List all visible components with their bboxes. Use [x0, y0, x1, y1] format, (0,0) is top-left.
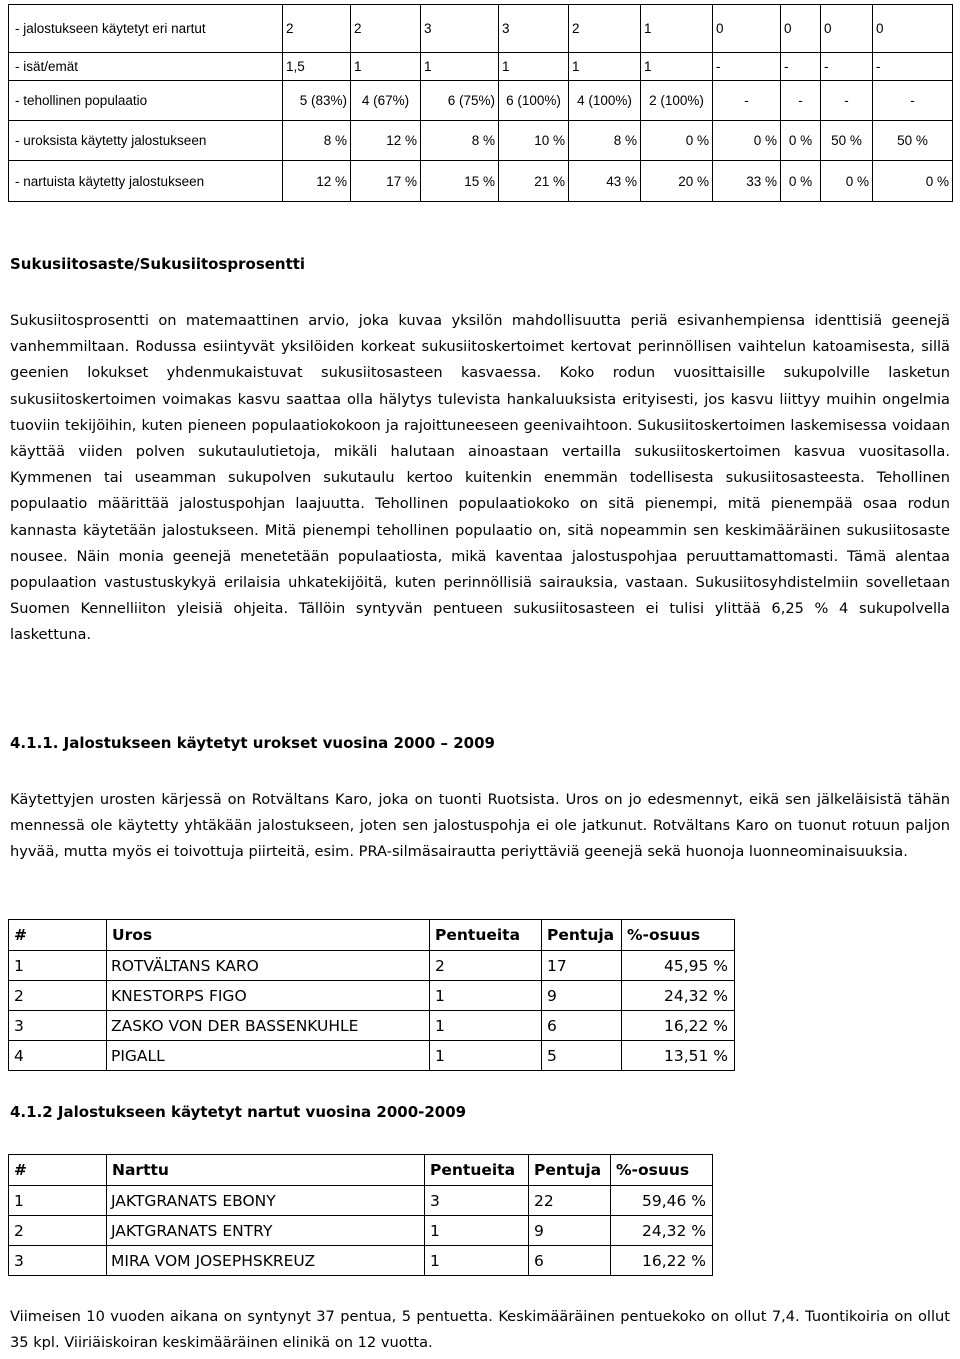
table-cell: 59,46 % [611, 1186, 713, 1216]
table-cell: ZASKO VON DER BASSENKUHLE [107, 1011, 430, 1041]
table-cell: 5 (83%) [283, 81, 351, 121]
table-cell: 13,51 % [622, 1041, 735, 1071]
table-cell: 0 % [641, 121, 713, 161]
row-label: - tehollinen populaatio [9, 81, 283, 121]
table-cell: 17 % [351, 161, 421, 202]
table-cell: 0 % [821, 161, 873, 202]
table-cell: 22 [529, 1186, 611, 1216]
table-cell: 0 [873, 5, 953, 53]
table-cell: 0 [821, 5, 873, 53]
table-cell: 12 % [283, 161, 351, 202]
table-cell: 2 (100%) [641, 81, 713, 121]
table-cell: 3 [9, 1246, 107, 1276]
table-cell: 1 [9, 1186, 107, 1216]
column-header: Pentueita [425, 1155, 529, 1186]
section-heading-females: 4.1.2 Jalostukseen käytetyt nartut vuosina 2000-2009 [10, 1103, 467, 1121]
row-label: - nartuista käytetty jalostukseen [9, 161, 283, 202]
table-cell: 16,22 % [622, 1011, 735, 1041]
table-row [9, 121, 953, 161]
table-cell: 9 [542, 981, 622, 1011]
table-cell: - [781, 81, 821, 121]
table-cell: 2 [9, 981, 107, 1011]
column-header: # [9, 1155, 107, 1186]
table-cell: - [821, 81, 873, 121]
table-row [9, 951, 735, 981]
table-row [9, 81, 953, 121]
table-cell: ROTVÄLTANS KARO [107, 951, 430, 981]
table-cell: 4 [9, 1041, 107, 1071]
table-cell: 0 % [781, 121, 821, 161]
table-row [9, 5, 953, 53]
table-row [9, 53, 953, 81]
table-cell: 1 [430, 981, 542, 1011]
inbreeding-paragraph: Sukusiitosprosentti on matemaattinen arvio, joka kuvaa yksilön mahdollisuutta periä esivanhempiensa identtisiä geenejä vanhemmiltaan. Rodussa esiintyvät yksilöiden korkeat sukusiitoskertoimet kertovat perinnöllisen vaihtelun katoamisesta, sillä geenien lokukset yhdenmukaistuvat sukusiitosasteen kasvaessa. Koko rodun vuosittaisille sukupolville lasketun sukusiitoskertoimen voimakas kasvu saattaa olla hälytys tulevista hankaluuksista erityisesti, jos kasvu liittyy muihin ongelmia tuoviin tekijöihin, kuten pieneen populaatiokokoon ja rajoittuneeseen geenivaihtoon. Sukusiitoskertoimen laskemisessa voidaan käyttää viiden polven sukutaulutietoja, mikäli halutaan ainoastaan vertailla sukusiitoskertoimen kasvua vuositasolla. Kymmenen tai useamman sukupolven sukutaulu kertoo kuitenkin enemmän todellisesta sukusiitosasteesta. Tehollinen populaatio määrittää jalostuspohjan laajuutta. Tehollinen populaatiokoko on sitä pienempi, mitä pienempää osaa rodun kannasta käytetään jalostukseen. Mitä pienempi tehollinen populaatio on, sitä nopeammin sen keskimääräinen sukusiitosaste nousee. Näin monia geenejä menetetään populaatiosta, mikä kaventaa jalostuspohjaa peruuttamattomasti. Tämä alentaa populaation vastustuskykyä erilaisia uhkatekijöitä, kuten perinnöllisiä sairauksia, vastaan. Sukusiitosyhdistelmiin sovelletaan Suomen Kennelliiton yleisiä ohjeita. Tällöin syntyvän pentueen sukusiitosasteen ei tulisi ylittää 6,25 % 4 sukupolvella laskettuna. [10, 312, 950, 644]
row-label: - jalostukseen käytetyt eri nartut [9, 5, 283, 53]
table-row [9, 1216, 713, 1246]
row-label: - isät/emät [9, 53, 283, 81]
table-cell: 5 [542, 1041, 622, 1071]
table-cell: 20 % [641, 161, 713, 202]
table-header-row [9, 1155, 713, 1186]
table-cell: 9 [529, 1216, 611, 1246]
table-cell: 2 [9, 1216, 107, 1246]
table-cell: 1,5 [283, 53, 351, 81]
table-cell: 1 [421, 53, 499, 81]
table-cell: 16,22 % [611, 1246, 713, 1276]
table-cell: MIRA VOM JOSEPHSKREUZ [107, 1246, 425, 1276]
table-row [9, 1186, 713, 1216]
table-cell: KNESTORPS FIGO [107, 981, 430, 1011]
table-cell: - [713, 81, 781, 121]
males-paragraph: Käytettyjen urosten kärjessä on Rotvältans Karo, joka on tuonti Ruotsista. Uros on jo edesmennyt, eikä sen jälkeläisistä tähän mennessä ole käytetty yhtäkään jalostukseen, joten sen jalostuspohja ei ole jatkunut. Rotvältans Karo on tuonut rotuun paljon hyvää, mutta myös ei toivottuja piirteitä, esim. PRA-silmäsairautta periyttäviä geenejä sekä huonoja luonneominaisuuksia. [10, 791, 950, 861]
table-cell: 0 % [781, 161, 821, 202]
table-cell: 24,32 % [622, 981, 735, 1011]
table-cell: 2 [430, 951, 542, 981]
column-header: Pentuja [542, 920, 622, 951]
table-cell: 12 % [351, 121, 421, 161]
table-row [9, 161, 953, 202]
table-cell: 3 [425, 1186, 529, 1216]
section-heading-males: 4.1.1. Jalostukseen käytetyt urokset vuosina 2000 – 2009 [10, 734, 495, 752]
table-cell: 33 % [713, 161, 781, 202]
table-cell: 0 [781, 5, 821, 53]
table-cell: 6 [542, 1011, 622, 1041]
table-cell: 1 [9, 951, 107, 981]
table-cell: - [873, 53, 953, 81]
table-cell: - [821, 53, 873, 81]
summary-paragraph: Viimeisen 10 vuoden aikana on syntynyt 37 pentua, 5 pentuetta. Keskimääräinen pentuekoko on ollut 7,4. Tuontikoiria on ollut 35 kpl. Viiriäiskoiran keskimääräinen elinikä on 12 vuotta. [10, 1308, 950, 1352]
table-cell: 8 % [421, 121, 499, 161]
table-cell: 0 % [713, 121, 781, 161]
table-cell: 1 [499, 53, 569, 81]
table-cell: 8 % [569, 121, 641, 161]
table-cell: 1 [425, 1216, 529, 1246]
table-cell: 1 [641, 53, 713, 81]
table-cell: 8 % [283, 121, 351, 161]
row-label: - uroksista käytetty jalostukseen [9, 121, 283, 161]
table-header-row [9, 920, 735, 951]
table-cell: 2 [569, 5, 641, 53]
column-header: Pentueita [430, 920, 542, 951]
table-cell: 6 [529, 1246, 611, 1276]
column-header: %-osuus [611, 1155, 713, 1186]
table-row [9, 1011, 735, 1041]
table-cell: - [873, 81, 953, 121]
females-table [8, 1154, 713, 1276]
males-table [8, 919, 735, 1071]
table-cell: 0 % [873, 161, 953, 202]
column-header: Uros [107, 920, 430, 951]
table-cell: 17 [542, 951, 622, 981]
table-cell: 1 [569, 53, 641, 81]
table-cell: 45,95 % [622, 951, 735, 981]
table-cell: 43 % [569, 161, 641, 202]
column-header: Narttu [107, 1155, 425, 1186]
table-cell: 15 % [421, 161, 499, 202]
table-cell: 1 [430, 1011, 542, 1041]
table-cell: 2 [351, 5, 421, 53]
column-header: Pentuja [529, 1155, 611, 1186]
table-cell: PIGALL [107, 1041, 430, 1071]
table-row [9, 981, 735, 1011]
table-cell: 1 [351, 53, 421, 81]
table-cell: JAKTGRANATS EBONY [107, 1186, 425, 1216]
table-cell: - [713, 53, 781, 81]
column-header: # [9, 920, 107, 951]
table-cell: 50 % [873, 121, 953, 161]
section-heading-inbreeding: Sukusiitosaste/Sukusiitosprosentti [10, 255, 306, 273]
table-cell: 50 % [821, 121, 873, 161]
table-row [9, 1246, 713, 1276]
table-cell: 6 (100%) [499, 81, 569, 121]
breeding-statistics-table [8, 4, 953, 202]
table-cell: 6 (75%) [421, 81, 499, 121]
table-cell: 2 [283, 5, 351, 53]
table-cell: 4 (100%) [569, 81, 641, 121]
table-cell: 10 % [499, 121, 569, 161]
column-header: %-osuus [622, 920, 735, 951]
table-cell: 3 [421, 5, 499, 53]
table-cell: 0 [713, 5, 781, 53]
table-cell: 1 [430, 1041, 542, 1071]
table-cell: 4 (67%) [351, 81, 421, 121]
table-cell: 24,32 % [611, 1216, 713, 1246]
table-cell: 3 [9, 1011, 107, 1041]
table-row [9, 1041, 735, 1071]
table-cell: JAKTGRANATS ENTRY [107, 1216, 425, 1246]
table-cell: 3 [499, 5, 569, 53]
table-cell: 1 [641, 5, 713, 53]
table-cell: 1 [425, 1246, 529, 1276]
table-cell: 21 % [499, 161, 569, 202]
table-cell: - [781, 53, 821, 81]
